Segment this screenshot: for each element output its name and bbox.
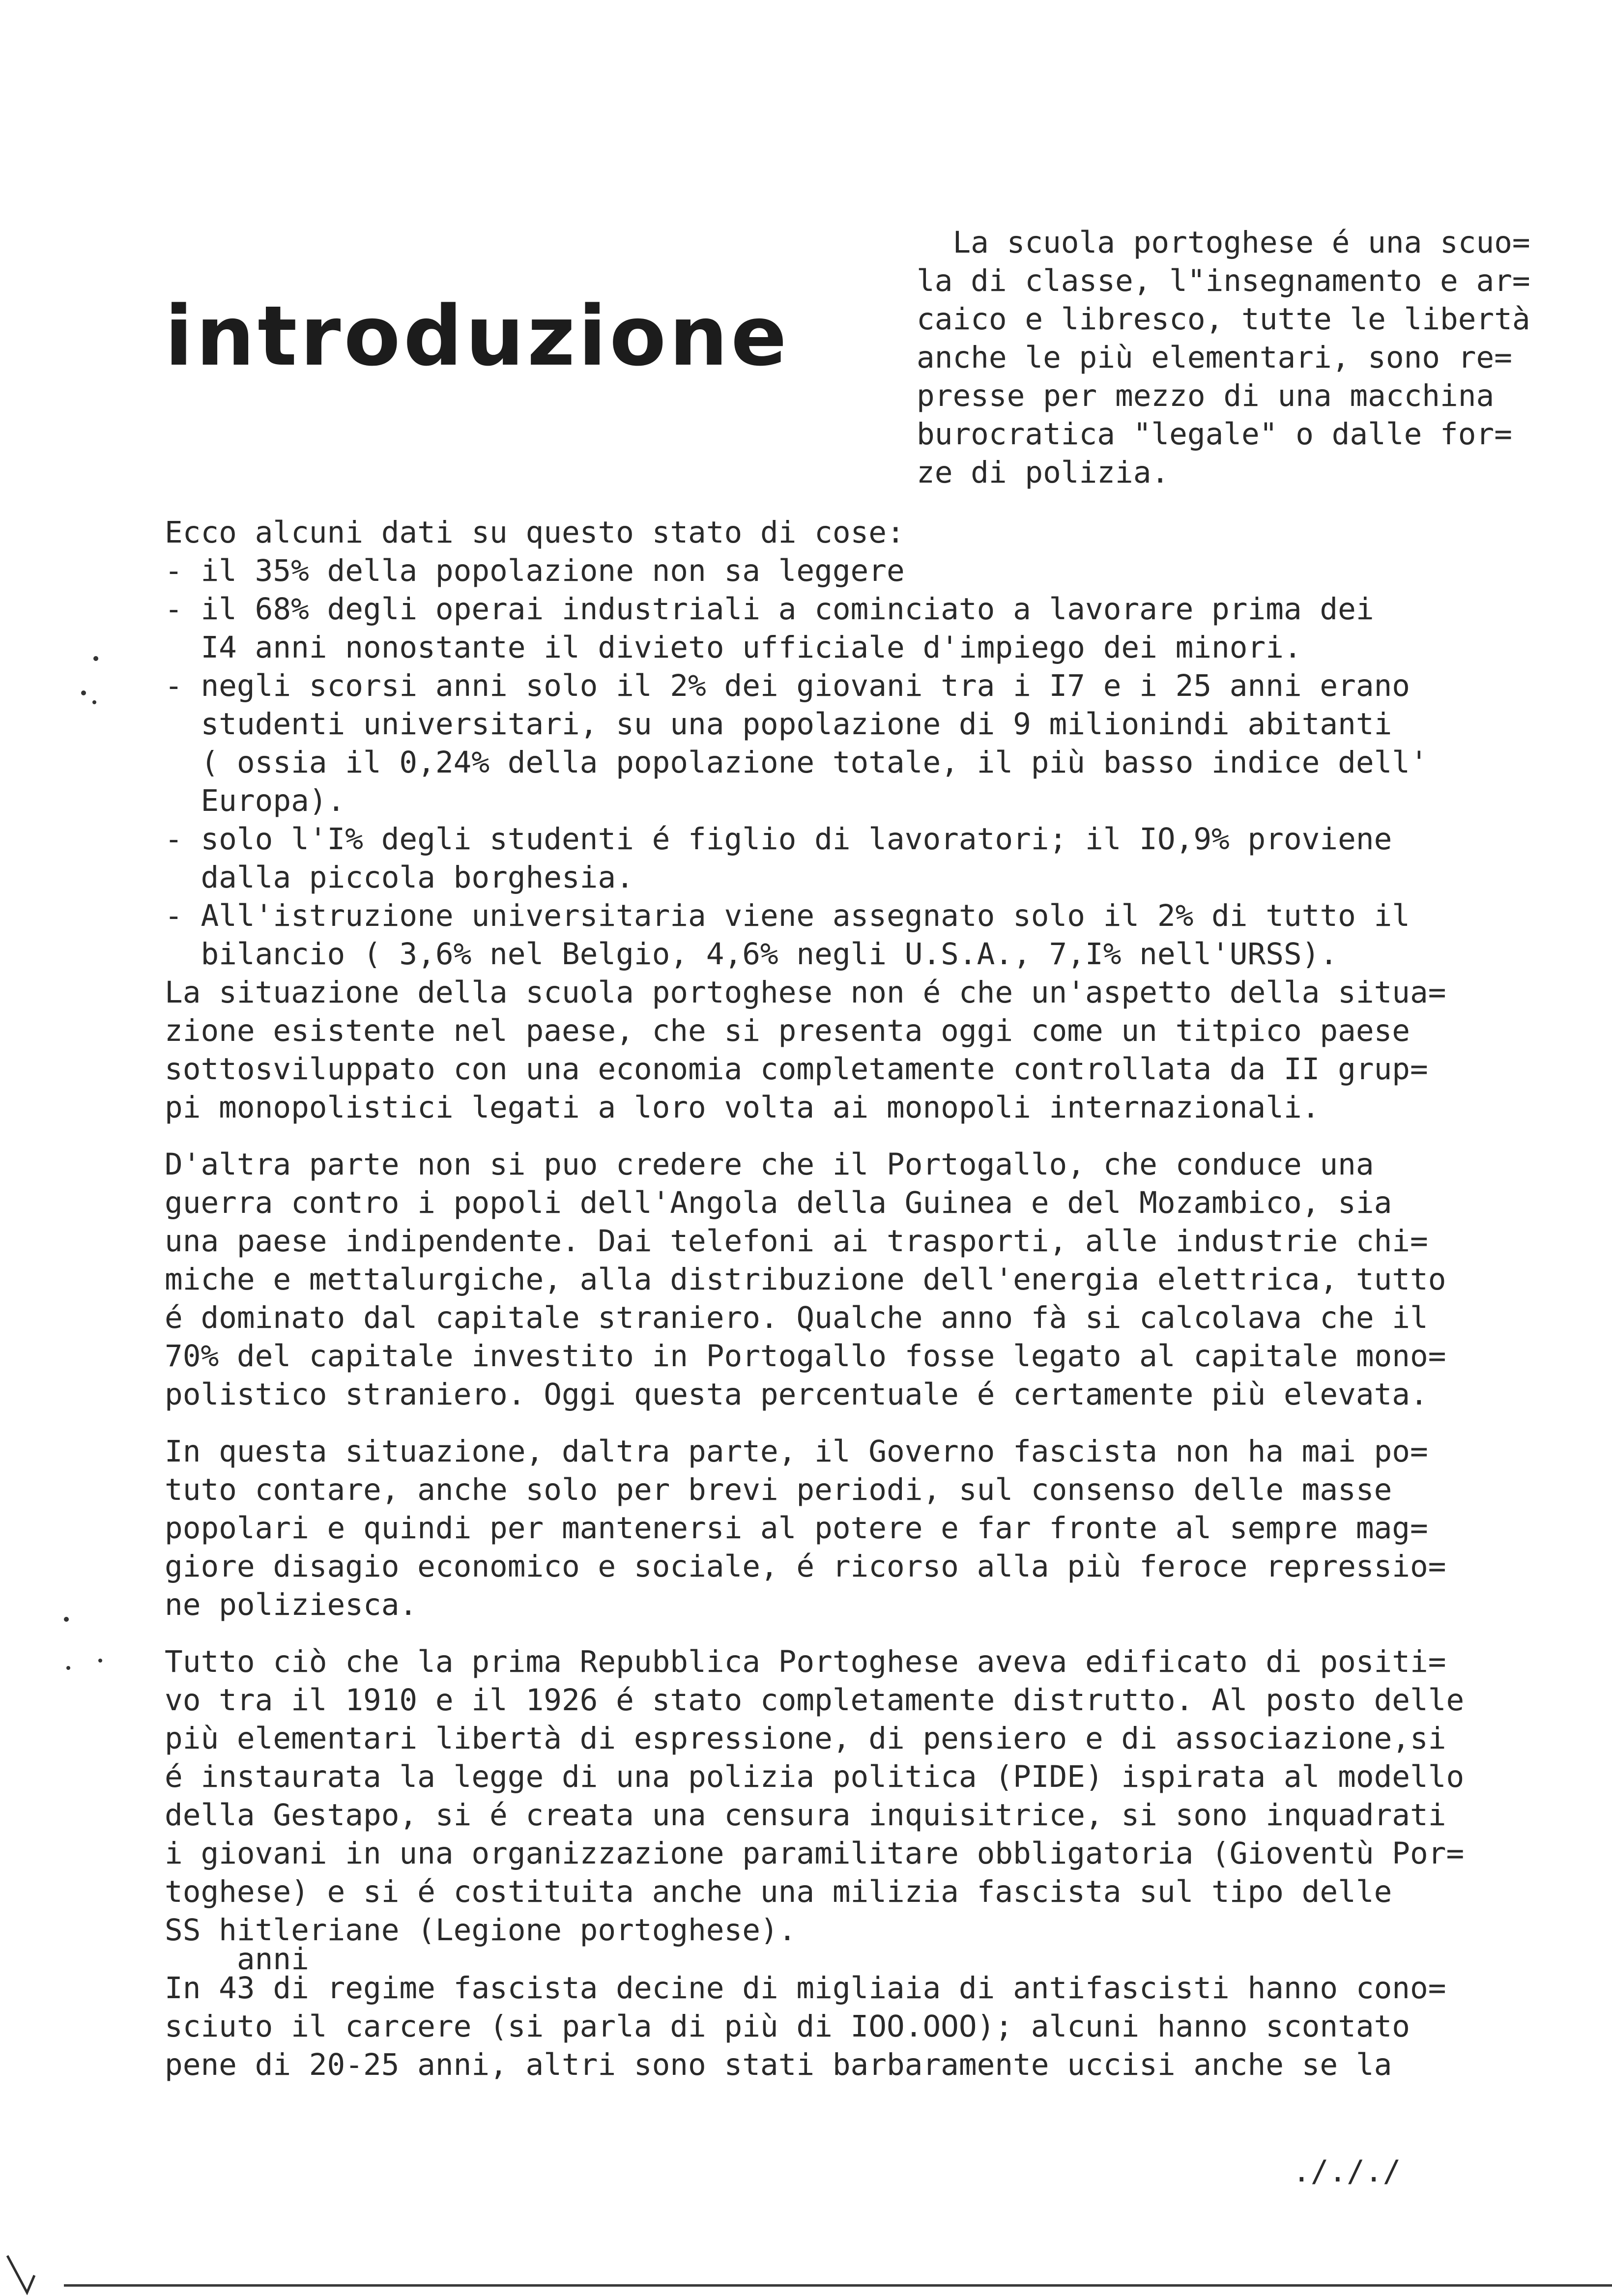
handwritten-insertion: anni [165, 1942, 309, 1977]
text-line: La situazione della scuola portoghese non é che un'aspetto della situa= [165, 975, 1446, 1010]
text-line: studenti universitari, su una popolazione di 9 milionindi abitanti [165, 707, 1392, 742]
text-line: - solo l'I% degli studenti é figlio di lavoratori; il IO,9% proviene [165, 822, 1392, 857]
text-line: della Gestapo, si é creata una censura inquisitrice, si sono inquadrati [165, 1798, 1446, 1833]
text-line: zione esistente nel paese, che si presenta oggi come un titpico paese [165, 1013, 1410, 1048]
text-line: giore disagio economico e sociale, é ricorso alla più feroce repressio= [165, 1549, 1446, 1584]
text-line: D'altra parte non si puo credere che il Portogallo, che conduce una [165, 1147, 1374, 1182]
text-line: dalla piccola borghesia. [165, 860, 634, 895]
intro-paragraph [917, 224, 1605, 492]
text-line: più elementari libertà di espressione, di pensiero e di associazione,si [165, 1721, 1446, 1756]
body-text [165, 514, 1590, 2084]
text-line: miche e mettalurgiche, alla distribuzione dell'energia elettrica, tutto [165, 1262, 1446, 1297]
paragraph-prisoners [165, 1942, 1590, 2084]
corner-pen-mark [5, 2246, 64, 2295]
text-line: polistico straniero. Oggi questa percentuale é certamente più elevata. [165, 1377, 1428, 1412]
text-line: - il 68% degli operai industriali a cominciato a lavorare prima dei [165, 592, 1374, 627]
intro-line: presse per mezzo di una macchina [917, 378, 1495, 413]
scan-speck [92, 700, 96, 704]
text-line: SS hitleriane (Legione portoghese). [165, 1913, 797, 1948]
text-line: I4 anni nonostante il divieto ufficiale d'impiego dei minori. [165, 630, 1302, 665]
page-title: introduzione [165, 288, 790, 384]
text-line: guerra contro i popoli dell'Angola della Guinea e del Mozambico, sia [165, 1185, 1392, 1220]
intro-line: caico e libresco, tutte le libertà [917, 302, 1530, 337]
intro-line: burocratica "legale" o dalle for= [917, 417, 1512, 452]
text-line: pi monopolistici legati a loro volta ai monopoli internazionali. [165, 1090, 1320, 1125]
text-line: Europa). [165, 783, 345, 818]
continuation-mark: ./././ [1293, 2154, 1401, 2189]
text-line: popolari e quindi per mantenersi al potere e far fronte al sempre mag= [165, 1511, 1428, 1546]
paragraph-republic [165, 1643, 1590, 1950]
text-line: Tutto ciò che la prima Repubblica Portoghese aveva edificato di positi= [165, 1644, 1446, 1679]
paragraph-government [165, 1433, 1590, 1624]
text-line: sottosviluppato con una economia completamente controllata da II grup= [165, 1052, 1428, 1087]
text-line: bilancio ( 3,6% nel Belgio, 4,6% negli U.S.A., 7,I% nell'URSS). [165, 937, 1338, 972]
text-line: vo tra il 1910 e il 1926 é stato completamente distrutto. Al posto delle [165, 1683, 1465, 1718]
text-line: - il 35% della popolazione non sa leggere [165, 553, 905, 588]
text-line: Ecco alcuni dati su questo stato di cose: [165, 515, 905, 550]
intro-line: la di classe, l"insegnamento e ar= [917, 263, 1530, 298]
text-line: 70% del capitale investito in Portogallo fosse legato al capitale mono= [165, 1339, 1446, 1374]
page-bottom-edge [64, 2284, 1612, 2287]
scan-speck [81, 690, 86, 695]
text-line: tuto contare, anche solo per brevi periodi, sul consenso delle masse [165, 1472, 1392, 1507]
scan-speck [98, 1659, 102, 1663]
scan-speck [66, 1666, 70, 1670]
scan-speck [64, 1617, 69, 1622]
text-line: una paese indipendente. Dai telefoni ai trasporti, alle industrie chi= [165, 1224, 1428, 1259]
text-line: In questa situazione, daltra parte, il Governo fascista non ha mai po= [165, 1434, 1428, 1469]
text-line: é instaurata la legge di una polizia politica (PIDE) ispirata al modello [165, 1759, 1465, 1794]
text-line: ne poliziesca. [165, 1587, 418, 1622]
text-line: é dominato dal capitale straniero. Qualche anno fà si calcolava che il [165, 1300, 1428, 1335]
scan-speck [93, 656, 98, 661]
text-line: pene di 20-25 anni, altri sono stati barbaramente uccisi anche se la [165, 2047, 1392, 2082]
text-line: i giovani in una organizzazione paramilitare obbligatoria (Gioventù Por= [165, 1836, 1465, 1871]
text-line: - All'istruzione universitaria viene assegnato solo il 2% di tutto il [165, 898, 1410, 933]
intro-line: La scuola portoghese é una scuo= [917, 225, 1530, 260]
text-line: In 43 di regime fascista decine di migliaia di antifascisti hanno cono= [165, 1971, 1446, 2006]
intro-line: ze di polizia. [917, 455, 1170, 490]
text-line: sciuto il carcere (si parla di più di IOO.OOO); alcuni hanno scontato [165, 2009, 1410, 2044]
paragraph-data-list [165, 514, 1590, 1127]
text-line: ( ossia il 0,24% della popolazione totale, il più basso indice dell' [165, 745, 1428, 780]
paragraph-economy [165, 1146, 1590, 1414]
intro-line: anche le più elementari, sono re= [917, 340, 1512, 375]
text-line: - negli scorsi anni solo il 2% dei giovani tra i I7 e i 25 anni erano [165, 668, 1410, 703]
text-line: toghese) e si é costituita anche una milizia fascista sul tipo delle [165, 1874, 1392, 1909]
